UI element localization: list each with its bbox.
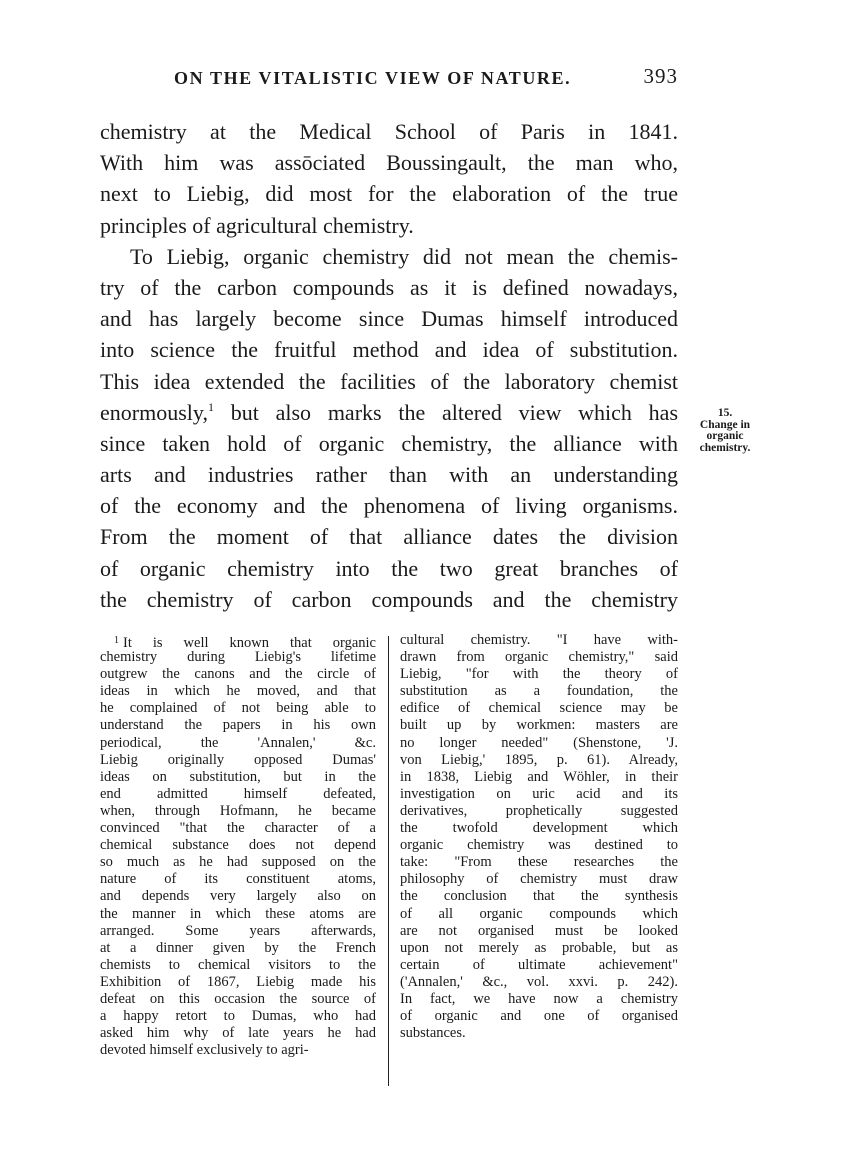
footnote-line: certain of ultimate achievement": [400, 956, 678, 973]
footnote-block: [100, 632, 678, 1087]
footnote-line: at a dinner given by the French: [100, 939, 376, 956]
footnote-line: periodical, the 'Annalen,' &c.: [100, 734, 376, 751]
body-line: of organic chemistry into the two great branches of: [100, 555, 678, 581]
footnote-line: von Liebig,' 1895, p. 61). Already,: [400, 751, 678, 768]
body-line: To Liebig, organic chemistry did not mean the chemis-: [130, 243, 678, 269]
footnote-line: of all organic compounds which: [400, 905, 678, 922]
body-line: principles of agricultural chemistry.: [100, 212, 414, 238]
footnote-line: outgrew the canons and the circle of: [100, 666, 376, 683]
footnote-line: nature of its constituent atoms,: [100, 871, 376, 888]
running-head: [100, 64, 678, 94]
body-line: With him was assōciated Boussingault, the man who,: [100, 150, 678, 176]
footnote-line: cultural chemistry. "I have with-: [400, 632, 678, 648]
footnote-line: drawn from organic chemistry," said: [400, 649, 678, 666]
footnote-line: ideas on substitution, but in the: [100, 768, 376, 785]
footnote-line: substances.: [400, 1025, 466, 1042]
marginal-note: [685, 408, 765, 454]
body-line: try of the carbon compounds as it is defined nowadays,: [100, 274, 678, 300]
footnote-line: he complained of not being able to: [100, 700, 376, 717]
body-line-lead: enormously,: [100, 399, 208, 425]
body-line: arts and industries rather than with an understanding: [100, 462, 678, 488]
footnote-line: organic chemistry was destined to: [400, 837, 678, 854]
footnote-line: Liebig, "for with the theory of: [400, 666, 678, 683]
footnote-line: of organic and one of organised: [400, 1008, 678, 1025]
footnote-line: chemists to chemical visitors to the: [100, 956, 376, 973]
column-divider: [388, 636, 389, 1086]
footnote-line: when, through Hofmann, he became: [100, 802, 376, 819]
footnote-line: take: "From these researches the: [400, 854, 678, 871]
footnote-line: are not organised must be looked: [400, 922, 678, 939]
footnote-line: built up by workmen: masters are: [400, 717, 678, 734]
footnote-line: devoted himself exclusively to agri-: [100, 1042, 309, 1059]
footnote-line: Exhibition of 1867, Liebig made his: [100, 973, 376, 990]
footnote-line: philosophy of chemistry must draw: [400, 871, 678, 888]
body-line: into science the fruitful method and idea of substitution.: [100, 337, 678, 363]
footnote-line: upon not merely as probable, but as: [400, 939, 678, 956]
body-line: chemistry at the Medical School of Paris in 1841.: [100, 119, 678, 144]
body-line: since taken hold of organic chemistry, the alliance with: [100, 430, 678, 456]
footnote-line: defeat on this occasion the source of: [100, 990, 376, 1007]
footnote-line: chemistry during Liebig's lifetime: [100, 649, 376, 666]
marginal-note-line: Change in: [699, 418, 751, 431]
footnote-line: the manner in which these atoms are: [100, 905, 376, 922]
body-line: This idea extended the facilities of the laboratory chemist: [100, 368, 678, 394]
footnote-line: the conclusion that the synthesis: [400, 888, 678, 905]
body-text: [100, 116, 678, 615]
body-line-rest: but also marks the altered view which has: [230, 399, 678, 425]
footnote-column-right: [400, 632, 678, 1042]
footnote-line: asked him why of late years he had: [100, 1025, 376, 1042]
footnote-line: investigation on uric acid and its: [400, 785, 678, 802]
footnote-reference[interactable]: 1: [207, 399, 214, 414]
footnote-line: edifice of chemical science may be: [400, 700, 678, 717]
body-line: the chemistry of carbon compounds and the chemistry: [100, 586, 678, 612]
body-line: [100, 397, 678, 428]
running-title: ON THE VITALISTIC VIEW OF NATURE.: [174, 68, 572, 88]
footnote-line: convinced "that the character of a: [100, 820, 376, 837]
footnote-line: arranged. Some years afterwards,: [100, 922, 376, 939]
footnote-line: ideas in which he moved, and that: [100, 683, 376, 700]
footnote-line: no longer needed" (Shenstone, 'J.: [400, 734, 678, 751]
body-line: of the economy and the phenomena of living organisms.: [100, 493, 678, 519]
footnote-marker: 1: [114, 635, 119, 646]
page-number: 393: [643, 64, 678, 88]
footnote-line: end admitted himself defeated,: [100, 785, 376, 802]
footnote-line: In fact, we have now a chemistry: [400, 990, 678, 1007]
footnote-line: substitution as a foundation, the: [400, 683, 678, 700]
footnote-line: Liebig originally opposed Dumas': [100, 751, 376, 768]
footnote-line: understand the papers in his own: [100, 717, 376, 734]
footnote-line-text: It is well known that organic: [123, 635, 376, 651]
footnote-line: a happy retort to Dumas, who had: [100, 1008, 376, 1025]
footnote-line: ('Annalen,' &c., vol. xxvi. p. 242).: [400, 973, 678, 990]
footnote-column-left: [100, 632, 376, 1059]
footnote-line: so much as he had supposed on the: [100, 854, 376, 871]
body-line: and has largely become since Dumas himself introduced: [100, 306, 678, 332]
marginal-note-number: 15.: [717, 407, 733, 419]
footnote-line: derivatives, prophetically suggested: [400, 802, 678, 819]
footnote-line: [100, 632, 376, 649]
footnote-line: the twofold development which: [400, 820, 678, 837]
body-line: From the moment of that alliance dates the division: [100, 524, 678, 550]
marginal-note-line: chemistry.: [699, 441, 751, 454]
footnote-line: in 1838, Liebig and Wöhler, in their: [400, 768, 678, 785]
footnote-line: chemical substance does not depend: [100, 837, 376, 854]
marginal-note-line: organic: [706, 430, 744, 442]
body-line: next to Liebig, did most for the elaboration of the true: [100, 181, 678, 207]
footnote-line: and depends very largely also on: [100, 888, 376, 905]
